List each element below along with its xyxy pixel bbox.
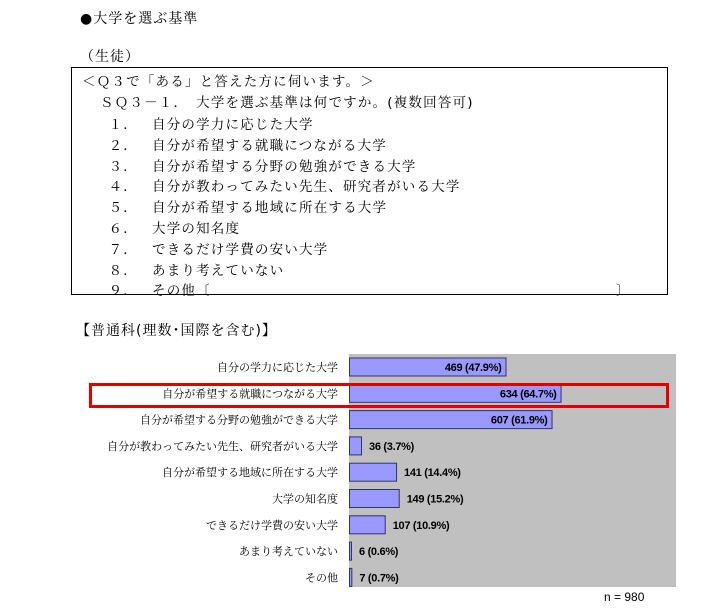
bar [350,463,397,481]
sample-size-label: n = 980 [604,590,645,604]
option-number: ２． [108,137,138,154]
option-number: ４． [108,179,138,196]
respondent-label: （生徒） [80,49,140,65]
value-label: 149 (15.2%) [406,493,464,506]
bar [350,568,352,586]
option-number: ３． [108,158,138,175]
option-text: その他〔 [152,283,211,300]
category-label: 自分が希望する就職につながる大学 [162,387,338,401]
category-label: あまり考えていない [239,545,338,559]
option-text: 自分が希望する地域に所在する大学 [152,200,388,217]
option-text: 自分が希望する就職につながる大学 [152,137,387,154]
option-number: １． [108,117,138,133]
option-text: 自分が希望する分野の勉強ができる大学 [152,158,417,175]
option-number: ８． [108,262,138,279]
category-label: 自分が希望する地域に所在する大学 [162,466,338,480]
bar [350,516,386,534]
option-number: ７． [108,241,138,258]
option-text: 大学の知名度 [152,221,241,237]
option-text: できるだけ学費の安い大学 [152,241,329,258]
section-title: 【普通科(理数･国際を含む)】 [76,323,277,339]
option-number: ５． [108,200,138,217]
value-label: 107 (10.9%) [392,519,450,532]
option-number: ９． [108,283,138,300]
bar [350,437,362,455]
category-label: 大学の知名度 [272,492,338,506]
value-label: 36 (3.7%) [369,440,415,453]
highlight-box [89,383,669,408]
option-text: 自分が教わってみたい先生、研究者がいる大学 [152,179,461,196]
page-heading: ●大学を選ぶ基準 [80,11,199,27]
category-label: 自分が教わってみたい先生、研究者がいる大学 [107,439,338,453]
value-label: 634 (64.7%) [499,388,557,401]
value-label: 469 (47.9%) [444,362,502,374]
value-label: 141 (14.4%) [404,467,461,480]
question-subtitle: ＳＱ３－１． 大学を選ぶ基準は何ですか。(複数回答可) [100,95,474,111]
value-label: 6 (0.6%) [359,546,399,559]
value-label: 7 (0.7%) [359,572,399,585]
category-label: 自分が希望する分野の勉強ができる大学 [140,413,338,427]
bar [350,490,400,508]
category-label: できるだけ学費の安い大学 [206,518,338,532]
category-label: 自分の学力に応じた大学 [217,361,338,374]
other-close-bracket: 〕 [616,283,630,299]
question-header: ＜Ｑ３で「ある」と答えた方に伺います。＞ [82,74,375,90]
option-number: ６． [108,221,138,237]
bar [350,542,352,560]
value-label: 607 (61.9%) [490,414,548,427]
question-box [71,67,668,300]
category-label: その他 [305,571,338,585]
option-text: あまり考えていない [152,262,285,279]
option-text: 自分の学力に応じた大学 [152,117,314,133]
